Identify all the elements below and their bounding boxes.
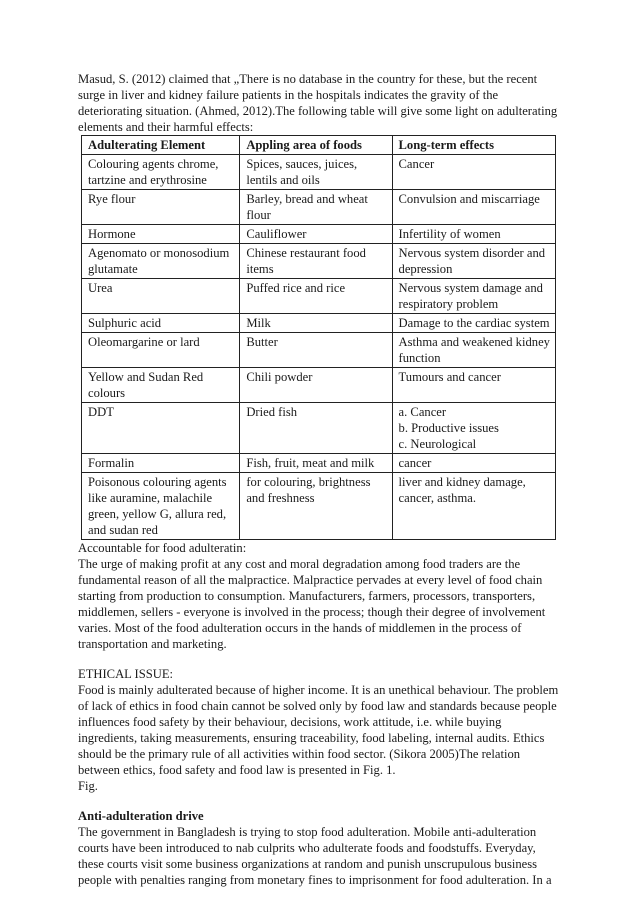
table-row	[82, 244, 556, 279]
table-row	[82, 279, 556, 314]
cell-effects	[392, 368, 555, 403]
effect-line: liver and kidney damage, cancer, asthma.	[398, 475, 526, 505]
drive-body: The government in Bangladesh is trying to stop food adulteration. Mobile anti-adulteration courts have been introduced to nab culprits who adulterate foods and foodstuffs. Everyday, these courts visit some business organizations at random and punish unscrupulous business people with penalties ranging from monetary fines to imprisonment for food adulteration. In a	[78, 825, 552, 887]
table-row	[82, 368, 556, 403]
cell-effects	[392, 314, 555, 333]
effect-line: Convulsion and miscarriage	[398, 192, 540, 206]
cell-area: Spices, sauces, juices, lentils and oils	[240, 155, 392, 190]
effect-line: b. Productive issues	[398, 421, 499, 435]
cell-effects	[392, 225, 555, 244]
ethical-heading: ETHICAL ISSUE:	[78, 667, 174, 681]
cell-element: Yellow and Sudan Red colours	[82, 368, 240, 403]
cell-element: Formalin	[82, 454, 240, 473]
cell-element: Agenomato or monosodium glutamate	[82, 244, 240, 279]
table-row	[82, 473, 556, 540]
header-effects: Long-term effects	[392, 136, 555, 155]
drive-heading: Anti-adulteration drive	[78, 809, 204, 823]
adulteration-table	[81, 135, 556, 540]
cell-area: Fish, fruit, meat and milk	[240, 454, 392, 473]
ethical-body: Food is mainly adulterated because of higher income. It is an unethical behaviour. The problem of lack of ethics in food chain cannot be solved only by food law and standards because people influences food safety by their behaviour, decisions, work attitude, i.e. while buying ingredients, taking measurements, ensuring traceability, food labeling, internal audits. Ethics should be the primary rule of all activities within food sector. (Sikora 2005)The relation between ethics, food safety and food law is presented in Fig. 1.	[78, 683, 559, 777]
cell-element: Poisonous colouring agents like auramine, malachile green, yellow G, allura red, and sudan red	[82, 473, 240, 540]
cell-area: Chinese restaurant food items	[240, 244, 392, 279]
effect-line: Cancer	[398, 157, 435, 171]
cell-element: Rye flour	[82, 190, 240, 225]
effect-line: Tumours and cancer	[398, 370, 501, 384]
effect-line: a. Cancer	[398, 405, 447, 419]
table-header-row	[82, 136, 556, 155]
cell-effects	[392, 333, 555, 368]
table-row	[82, 333, 556, 368]
cell-area: Butter	[240, 333, 392, 368]
cell-effects	[392, 454, 555, 473]
cell-area: Barley, bread and wheat flour	[240, 190, 392, 225]
effect-line: Asthma and weakened kidney function	[398, 335, 550, 365]
cell-effects	[392, 244, 555, 279]
table-row	[82, 314, 556, 333]
table-row	[82, 225, 556, 244]
effect-line: Damage to the cardiac system	[398, 316, 550, 330]
cell-area: Dried fish	[240, 403, 392, 454]
table-row	[82, 190, 556, 225]
header-area: Appling area of foods	[240, 136, 392, 155]
cell-area: for colouring, brightness and freshness	[240, 473, 392, 540]
cell-effects	[392, 279, 555, 314]
figure-label: Fig.	[78, 779, 98, 793]
cell-element: DDT	[82, 403, 240, 454]
cell-element: Oleomargarine or lard	[82, 333, 240, 368]
intro-paragraph: Masud, S. (2012) claimed that „There is no database in the country for these, but the recent surge in liver and kidney failure patients in the hospitals indicates the gravity of the deteriorating situation. (Ahmed, 2012).The following table will give some light on adulterating elements and their harmful effects:	[78, 72, 558, 134]
cell-element: Sulphuric acid	[82, 314, 240, 333]
cell-effects	[392, 155, 555, 190]
effect-line: c. Neurological	[398, 437, 477, 451]
table-body	[82, 155, 556, 540]
cell-element: Urea	[82, 279, 240, 314]
cell-area: Cauliflower	[240, 225, 392, 244]
cell-element: Colouring agents chrome, tartzine and erythrosine	[82, 155, 240, 190]
cell-element: Hormone	[82, 225, 240, 244]
header-element: Adulterating Element	[82, 136, 240, 155]
effect-line: Nervous system damage and respiratory problem	[398, 281, 543, 311]
cell-area: Chili powder	[240, 368, 392, 403]
cell-effects	[392, 403, 555, 454]
effect-line: cancer	[398, 456, 432, 470]
table-row	[82, 155, 556, 190]
cell-effects	[392, 190, 555, 225]
cell-area: Puffed rice and rice	[240, 279, 392, 314]
document-page	[78, 71, 563, 888]
effect-line: Nervous system disorder and depression	[398, 246, 546, 276]
accountable-heading: Accountable for food adulteratin:	[78, 541, 247, 555]
effect-line: Infertility of women	[398, 227, 501, 241]
accountable-body: The urge of making profit at any cost and moral degradation among food traders are the fundamental reason of all the malpractice. Malpractice pervades at every level of food chain starting from production to consumption. Manufacturers, farmers, processors, transporters, middlemen, sellers - everyone is involved in the process; though their degree of involvement varies. Most of the food adulteration occurs in the hands of middlemen in the process of transportation and marketing.	[78, 557, 546, 651]
cell-area: Milk	[240, 314, 392, 333]
cell-effects	[392, 473, 555, 540]
table-row	[82, 403, 556, 454]
table-row	[82, 454, 556, 473]
